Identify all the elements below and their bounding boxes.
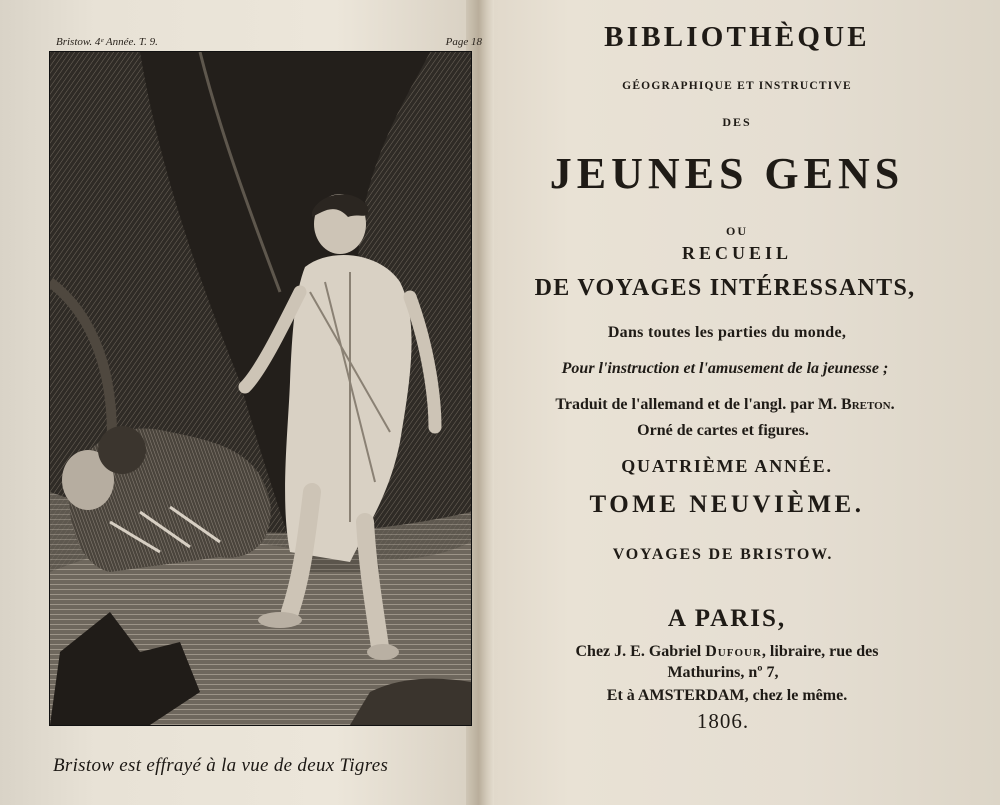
imprint-publisher: [484, 643, 970, 661]
translator-name: Breton.: [841, 396, 895, 413]
title-jeunes-gens: JEUNES GENS: [549, 149, 905, 198]
imprint-publisher-a: Chez J. E. Gabriel: [575, 643, 706, 660]
title-parties-du-monde: Dans toutes les parties du monde,: [607, 324, 847, 341]
title-des: DES: [722, 115, 752, 129]
tiger-head-back: [98, 426, 146, 474]
title-recueil: RECUEIL: [681, 243, 793, 263]
engraving-plate: [49, 51, 472, 726]
title-bibliotheque: BIBLIOTHÈQUE: [604, 21, 870, 53]
imprint-publisher-name: Dufour: [705, 643, 762, 660]
plate-header: [56, 36, 482, 52]
title-ou: OU: [726, 224, 748, 238]
title-voyages-de-bristow: VOYAGES DE BRISTOW.: [612, 546, 834, 563]
title-orne: Orné de cartes et figures.: [637, 422, 809, 439]
title-quatrieme-annee: QUATRIÈME ANNÉE.: [621, 456, 833, 476]
translator-line: [482, 396, 968, 414]
imprint-publisher-c: , libraire, rue des: [761, 643, 879, 660]
plate-caption: Bristow est effrayé à la vue de deux Tigres: [53, 755, 389, 776]
imprint-amsterdam: Et à AMSTERDAM, chez le même.: [606, 687, 848, 704]
title-voyages-interessants: DE VOYAGES INTÉRESSANTS,: [534, 275, 916, 301]
title-geographique: GÉOGRAPHIQUE ET INSTRUCTIVE: [622, 80, 852, 92]
imprint-year: 1806.: [696, 709, 750, 733]
plate-header-left: Bristow. 4ᵉ Année. T. 9.: [56, 36, 158, 48]
imprint-a-paris: A PARIS,: [667, 605, 787, 632]
plate-header-right: Page 18: [445, 36, 482, 48]
translator-text: Traduit de l'allemand et de l'angl. par M.: [555, 396, 842, 413]
engraving-illustration: [50, 52, 471, 725]
title-tome-neuvieme: TOME NEUVIÈME.: [589, 491, 865, 518]
title-instruction: Pour l'instruction et l'amusement de la jeunesse ;: [561, 360, 889, 377]
imprint-address: Mathurins, nº 7,: [667, 664, 779, 681]
